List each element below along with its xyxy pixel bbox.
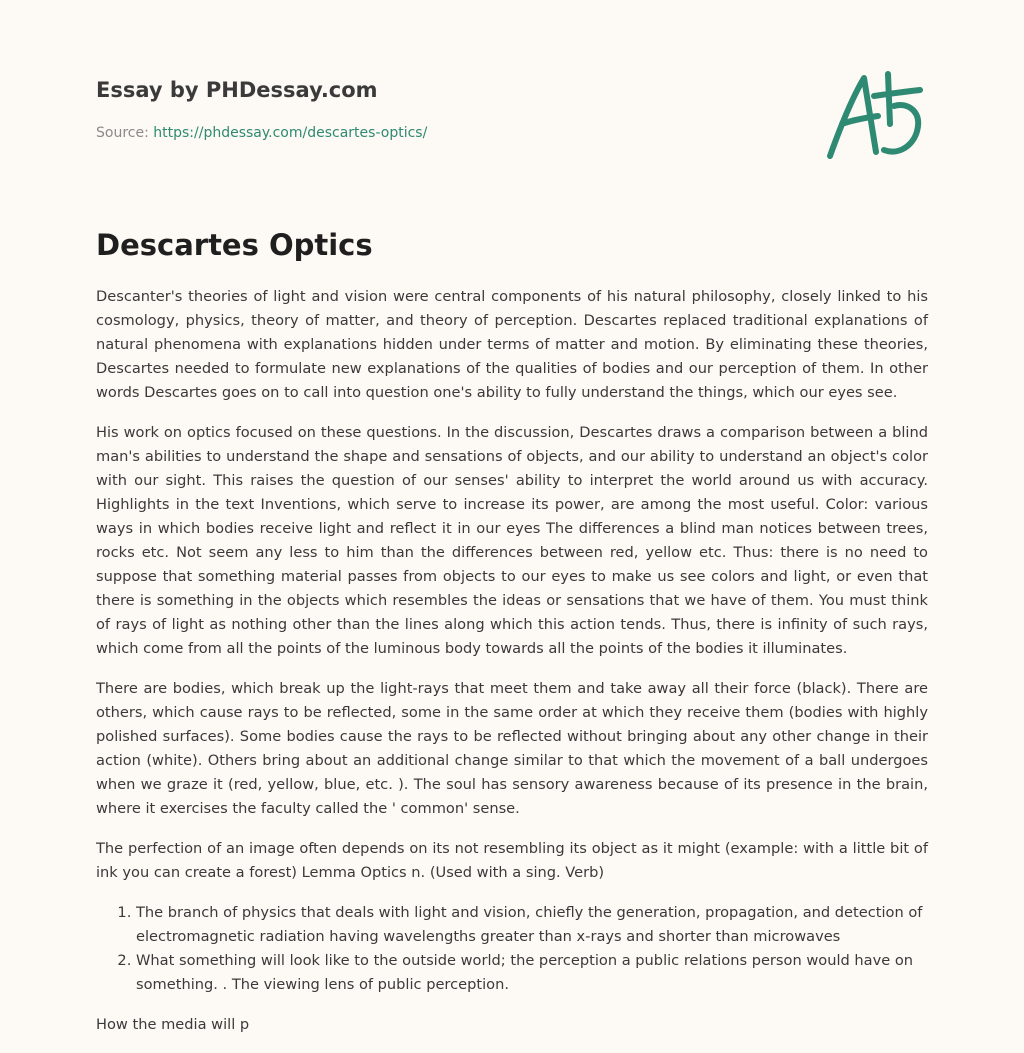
article-body: [96, 285, 928, 1053]
definition-list: [96, 901, 928, 997]
list-item: 2. What something will look like to the outside world; the perception a public relations person would have on something. . The viewing lens of public perception.: [136, 949, 928, 997]
a-plus-logo-icon: [822, 66, 928, 164]
source-link[interactable]: https://phdessay.com/descartes-optics/: [153, 125, 428, 141]
site-header: [96, 76, 378, 104]
source-label: Source:: [96, 125, 154, 141]
list-item: 1. The branch of physics that deals with light and vision, chiefly the generation, propagation, and detection of electromagnetic radiation having wavelengths greater than x-rays and shorter than microwaves: [136, 901, 928, 949]
paragraph: There are bodies, which break up the light-rays that meet them and take away all their force (black). There are others, which cause rays to be reflected, some in the same order at which they receive them (bodies with highly polished surfaces). Some bodies cause the rays to be reflected without bringing about any other change in their action (white). Others bring about an additional change similar to that which the movement of a ball undergoes when we graze it (red, yellow, blue, etc. ). The soul has sensory awareness because of its presence in the brain, where it exercises the faculty called the ' common' sense.: [96, 680, 928, 817]
paragraph: His work on optics focused on these questions. In the discussion, Descartes draws a comparison between a blind man's abilities to understand the shape and sensations of objects, and our ability to understand an object's color with our sight. This raises the question of our senses' ability to interpret the world around us with accuracy. Highlights in the text Inventions, which serve to increase its power, are among the most useful. Color: various ways in which bodies receive light and reflect it in our eyes The differences a blind man notices between trees, rocks etc. Not seem any less to him than the differences between red, yellow etc. Thus: there is no need to suppose that something material passes from objects to our eyes to make us see colors and light, or even that there is something in the objects which resembles the ideas or sensations that we have of them. You must think of rays of light as nothing other than the lines along which this action tends. Thus, there is infinity of such rays, which come from all the points of the luminous body towards all the points of the bodies it illuminates.: [96, 424, 928, 657]
source-line: [96, 124, 427, 142]
paragraph: Descanter's theories of light and vision were central components of his natural philosophy, closely linked to his cosmology, physics, theory of matter, and theory of perception. Descartes replaced traditional explanations of natural phenomena with explanations hidden under terms of matter and motion. By eliminating these theories, Descartes needed to formulate new explanations of the qualities of bodies and our perception of them. In other words Descartes goes on to call into question one's ability to fully understand the things, which our eyes see.: [96, 288, 928, 401]
paragraph: The perfection of an image often depends on its not resembling its object as it might (example: with a little bit of ink you can create a forest) Lemma Optics n. (Used with a sing. Verb): [96, 840, 928, 881]
trailing-paragraph: How the media will p: [96, 1016, 250, 1033]
brand-title: Essay by PHDessay.com: [96, 78, 378, 102]
article-title: Descartes Optics: [96, 228, 373, 262]
